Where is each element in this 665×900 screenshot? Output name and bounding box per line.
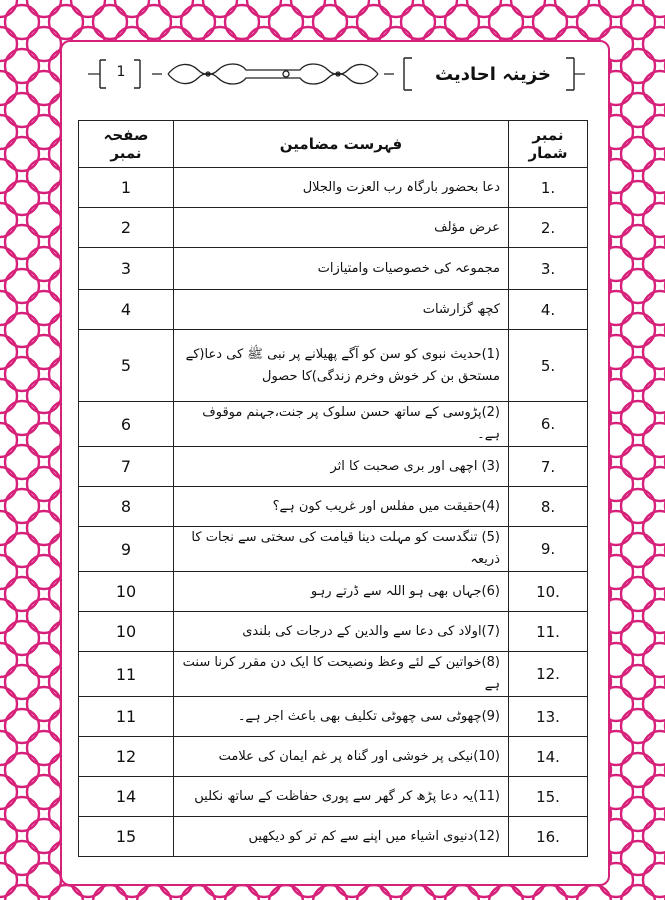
title-cell: (12)دنیوی اشیاء میں اپنے سے کم تر کو دیکھیں [174,817,509,857]
serial-cell: 6. [509,402,588,447]
page-cell: 3 [79,248,174,290]
title-cell: (1)حدیث نبوی کو سن کو آگے پھیلانے پر نبی ﷺ کی دعا(کے مستحق بن کر خوش وخرم زندگی)کا حصول [174,330,509,402]
title-cell: (8)خواتین کے لئے وعظ ونصیحت کا ایک دن مقرر کرنا سنت ہے [174,652,509,697]
page-cell: 8 [79,487,174,527]
page-cell: 9 [79,527,174,572]
table-row [79,290,588,330]
title-cell: (11)یہ دعا پڑھ کر گھر سے پوری حفاظت کے ساتھ نکلیں [174,777,509,817]
table-row [79,697,588,737]
serial-cell: 15. [509,777,588,817]
title-cell: (9)چھوٹی سی چھوٹی تکلیف بھی باعث اجر ہے۔ [174,697,509,737]
title-cell: (4)حقیقت میں مفلس اور غریب کون ہے؟ [174,487,509,527]
table-header-row [79,121,588,168]
serial-cell: 16. [509,817,588,857]
serial-cell: 7. [509,447,588,487]
serial-cell: 2. [509,208,588,248]
page-column-header: صفحہ نمبر [79,121,174,168]
table-row [79,248,588,290]
serial-cell: 11. [509,612,588,652]
page-cell: 12 [79,737,174,777]
page-cell: 10 [79,612,174,652]
table-row [79,487,588,527]
table-row [79,777,588,817]
page-frame [60,40,610,886]
serial-cell: 5. [509,330,588,402]
title-cell: مجموعہ کی خصوصیات وامتیازات [174,248,509,290]
table-row [79,652,588,697]
page-cell: 10 [79,572,174,612]
title-cell: (7)اولاد کی دعا سے والدین کے درجات کی بلندی [174,612,509,652]
serial-cell: 12. [509,652,588,697]
table-row [79,402,588,447]
table-row [79,612,588,652]
table-row [79,737,588,777]
title-cell: کچھ گزارشات [174,290,509,330]
page-number: 1 [116,64,126,80]
serial-cell: 14. [509,737,588,777]
table-of-contents [78,120,588,857]
title-cell: (6)جہاں بھی ہو اللہ سے ڈرتے رہو [174,572,509,612]
page-cell: 14 [79,777,174,817]
table-row [79,817,588,857]
serial-cell: 13. [509,697,588,737]
title-cell: (2)پڑوسی کے ساتھ حسن سلوک پر جنت،جہنم موقوف ہے۔ [174,402,509,447]
serial-cell: 8. [509,487,588,527]
serial-cell: 9. [509,527,588,572]
title-cell: (10)نیکی پر خوشی اور گناہ پر غم ایمان کی علامت [174,737,509,777]
table-row [79,168,588,208]
title-cell: (5) تنگدست کو مہلت دینا قیامت کی سختی سے نجات کا ذریعہ [174,527,509,572]
page-cell: 15 [79,817,174,857]
title-cell: عرض مؤلف [174,208,509,248]
page-cell: 2 [79,208,174,248]
table-row [79,527,588,572]
serial-cell: 1. [509,168,588,208]
page-cell: 1 [79,168,174,208]
page-cell: 7 [79,447,174,487]
flourish-ornament [152,64,394,84]
page-cell: 6 [79,402,174,447]
serial-column-header: نمبر شمار [509,121,588,168]
page-cell: 11 [79,652,174,697]
serial-cell: 3. [509,248,588,290]
table-row [79,208,588,248]
page-cell: 5 [79,330,174,402]
page-cell: 4 [79,290,174,330]
table-row [79,447,588,487]
table-row [79,330,588,402]
serial-cell: 10. [509,572,588,612]
page-cell: 11 [79,697,174,737]
table-row [79,572,588,612]
title-cell: دعا بحضور بارگاہ رب العزت والجلال [174,168,509,208]
book-title: خزینہ احادیث [434,64,552,85]
title-cell: (3) اچھی اور بری صحبت کا اثر [174,447,509,487]
page-header [86,54,586,94]
serial-cell: 4. [509,290,588,330]
contents-column-header: فہرست مضامین [174,121,509,168]
